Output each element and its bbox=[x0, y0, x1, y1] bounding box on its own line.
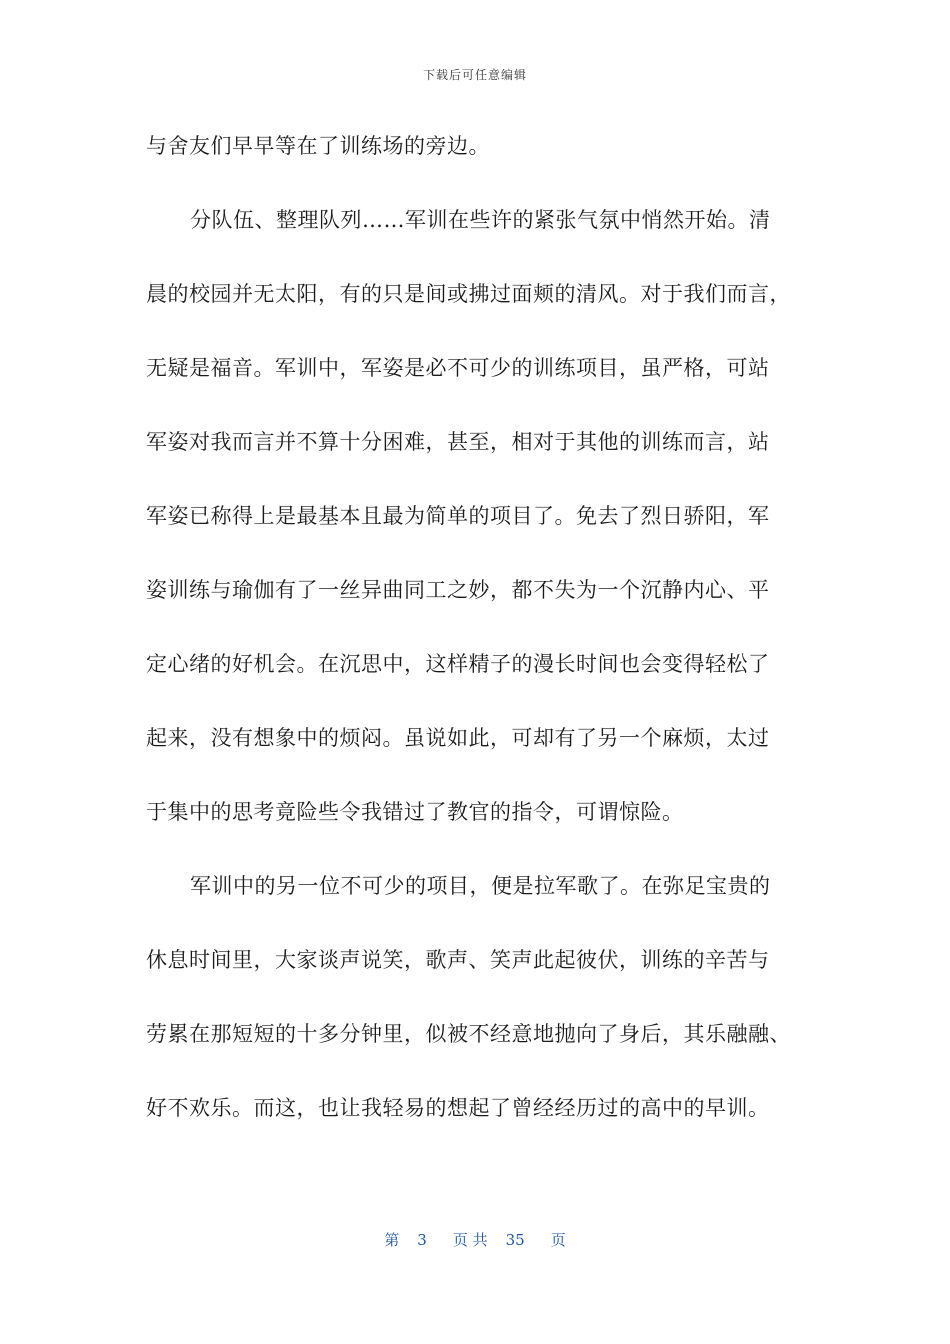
body-text bbox=[146, 126, 806, 1162]
text-line: 劳累在那短短的十多分钟里，似被不经意地抛向了身后，其乐融融、 bbox=[146, 1022, 791, 1046]
paragraph-first-line: 军训中的另一位不可少的项目，便是拉军歌了。在弥足宝贵的 bbox=[190, 874, 771, 898]
text-line: 与舍友们早早等在了训练场的旁边。 bbox=[146, 134, 490, 158]
text-line: 于集中的思考竟险些令我错过了教官的指令，可谓惊险。 bbox=[146, 800, 684, 824]
text-line: 军姿对我而言并不算十分困难，甚至，相对于其他的训练而言，站 bbox=[146, 430, 770, 454]
page-footer bbox=[0, 1229, 950, 1250]
text-line: 休息时间里，大家谈声说笑，歌声、笑声此起彼伏，训练的辛苦与 bbox=[146, 948, 770, 972]
current-page-number: 3 bbox=[417, 1231, 427, 1249]
page-number-middle: 页 共 bbox=[452, 1231, 488, 1249]
page-number-suffix: 页 bbox=[550, 1231, 566, 1249]
total-pages-number: 35 bbox=[505, 1231, 525, 1249]
paragraph-first-line: 分队伍、整理队列……军训在些许的紧张气氛中悄然开始。清 bbox=[190, 208, 771, 232]
text-line: 晨的校园并无太阳，有的只是间或拂过面颊的清风。对于我们而言， bbox=[146, 282, 791, 306]
text-line: 无疑是福音。军训中，军姿是必不可少的训练项目，虽严格，可站 bbox=[146, 356, 770, 380]
text-line: 好不欢乐。而这，也让我轻易的想起了曾经经历过的高中的早训。 bbox=[146, 1096, 770, 1120]
text-line: 起来，没有想象中的烦闷。虽说如此，可却有了另一个麻烦，太过 bbox=[146, 726, 770, 750]
page-number-prefix: 第 bbox=[384, 1231, 400, 1249]
page-header: 下载后可任意编辑 bbox=[422, 68, 527, 82]
text-line: 军姿已称得上是最基本且最为简单的项目了。免去了烈日骄阳，军 bbox=[146, 504, 770, 528]
text-line: 姿训练与瑜伽有了一丝异曲同工之妙，都不失为一个沉静内心、平 bbox=[146, 578, 770, 602]
text-line: 定心绪的好机会。在沉思中，这样精子的漫长时间也会变得轻松了 bbox=[146, 652, 770, 676]
